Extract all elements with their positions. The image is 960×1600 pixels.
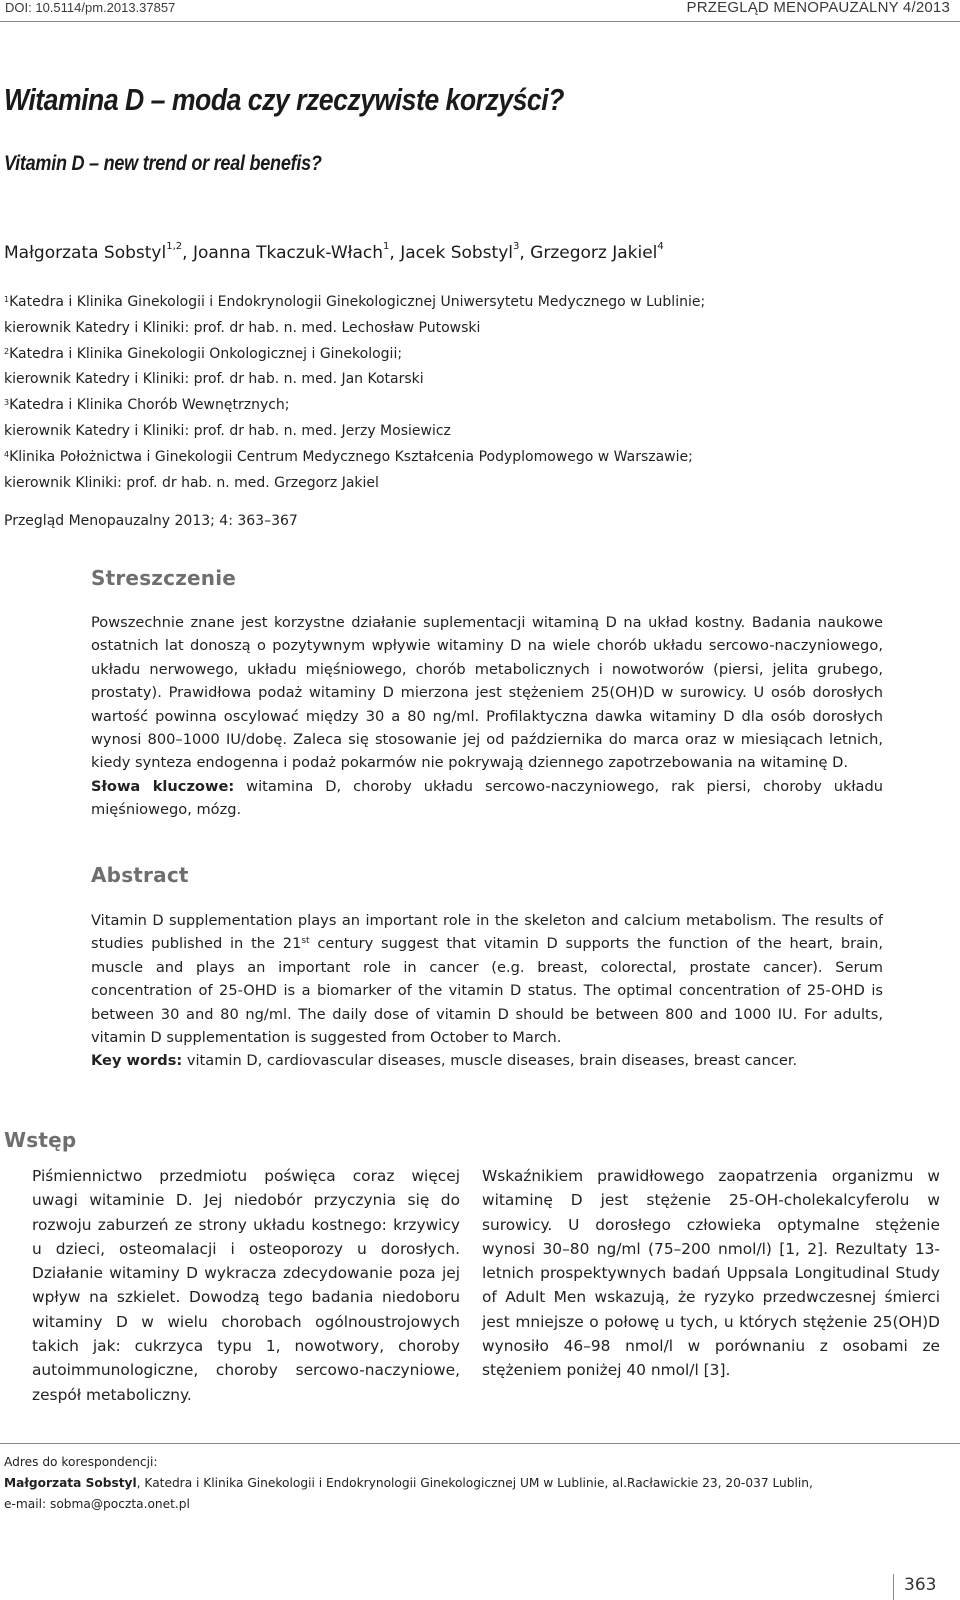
keywords-label-pl: Słowa kluczowe: [91, 777, 235, 795]
author: Jacek Sobstyl$^3$, [400, 241, 531, 263]
author: Joanna Tkaczuk-Włach$^1$, [192, 241, 401, 263]
page-number: 363 [904, 1575, 937, 1595]
footer-divider [0, 1443, 960, 1444]
abstract-heading: Abstract [91, 863, 189, 887]
page-number-divider [893, 1574, 894, 1600]
authors-line [4, 243, 944, 263]
citation: Przegląd Menopauzalny 2013; 4: 363–367 [4, 513, 298, 529]
affiliation-head: kierownik Katedry i Kliniki: prof. dr hab. n. med. Jerzy Mosiewicz [4, 422, 451, 439]
abstract-text: Vitamin D supplementation plays an important role in the skeleton and calcium metabolism. The results of studies published in the 21st century suggest that vitamin D supports the function of the heart, brain, muscle and plays an important role in cancer (e.g. breast, colorectal, prostate cancer). Serum concentration of 25-OHD is a biomarker of the vitamin D status. The optimal concentration of 25-OHD is between 30 and 80 ng/ml. The daily dose of vitamin D should be between 800 and 1000 IU. For adults, vitamin D supplementation is suggested from October to March. Key words: vitamin D, cardiovascular diseases, muscle diseases, brain diseases, breast cancer. [91, 912, 883, 1070]
affiliation: $^3$Katedra i Klinika Chorób Wewnętrznych; [4, 397, 290, 414]
title-polish: Witamina D – moda czy rzeczywiste korzyści? [4, 82, 564, 117]
author: Małgorzata Sobstyl$^{1,2}$, [4, 241, 193, 263]
doi: DOI: 10.5114/pm.2013.37857 [5, 0, 176, 15]
running-header [5, 0, 950, 20]
intro-heading: Wstęp [4, 1128, 77, 1152]
author: Grzegorz Jakiel$^4$ [530, 241, 664, 263]
affiliation-head: kierownik Katedry i Kliniki: prof. dr hab. n. med. Lechosław Putowski [4, 319, 481, 336]
keywords-label-en: Key words: [91, 1052, 183, 1070]
affiliation: $^4$Klinika Położnictwa i Ginekologii Centrum Medycznego Kształcenia Podyplomowego w Warszawie; [4, 448, 693, 465]
journal-name: PRZEGLĄD MENOPAUZALNY 4/2013 [686, 0, 950, 16]
correspondence-email: e-mail: sobma@poczta.onet.pl [4, 1497, 190, 1511]
affiliation: $^2$Katedra i Klinika Ginekologii Onkologicznej i Ginekologii; [4, 345, 403, 362]
header-divider [0, 21, 960, 22]
correspondence-address: Małgorzata Sobstyl, Katedra i Klinika Ginekologii i Endokrynologii Ginekologicznej UM w Lublinie, al.Racławickie 23, 20-037 Lublin, [4, 1476, 813, 1490]
title-english: Vitamin D – new trend or real benefis? [4, 152, 322, 175]
streszczenie-body: Powszechnie znane jest korzystne działanie suplementacji witaminą D na układ kostny. Badania naukowe ostatnich lat donoszą o pozytywnym wpływie witaminy D na wiele chorób układu sercowo-naczyniowego, układu nerwowego, układu mięśniowego, chorób metabolicznych i nowotworów (piersi, jelita grubego, prostaty). Prawidłowa podaż witaminy D mierzona jest stężeniem 25(OH)D w surowicy. U osób dorosłych wartość powinna oscylować między 30 a 80 ng/ml. Profilaktyczna dawka witaminy D dla osób dorosłych wynosi 800–1000 IU/dobę. Zaleca się stosowanie jej od października do marca oraz w miesiącach letnich, kiedy synteza endogenna i podaż pokarmów nie pokrywają dziennego zapotrzebowania na witaminę D. [91, 614, 883, 772]
intro-left-column [32, 1164, 460, 1407]
keywords-en: vitamin D, cardiovascular diseases, muscle diseases, brain diseases, breast cancer. [182, 1052, 798, 1070]
correspondence [4, 1452, 934, 1515]
affiliation-head: kierownik Kliniki: prof. dr hab. n. med. Grzegorz Jakiel [4, 474, 379, 491]
correspondence-label: Adres do korespondencji: [4, 1455, 158, 1469]
affiliations [4, 290, 944, 496]
intro-right-column: Wskaźnikiem prawidłowego zaopatrzenia organizmu w witaminę D jest stężenie 25-OH-cholekalcyferolu w surowicy. U dorosłego człowieka optymalne stężenie wynosi 30–80 ng/ml (75–200 nmol/l) [1, 2]. Rezultaty 13-letnich prospektywnych badań Uppsala Longitudinal Study of Adult Men wskazują, że ryzyko przedwczesnej śmierci jest mniejsze o połowę u tych, u których stężenie 25(OH)D wynosiło 46–98 nmol/l w porównaniu z osobami ze stężeniem poniżej 40 nmol/l [3]. [482, 1167, 940, 1380]
streszczenie-text [91, 611, 883, 822]
affiliation-head: kierownik Katedry i Kliniki: prof. dr hab. n. med. Jan Kotarski [4, 371, 424, 388]
streszczenie-heading: Streszczenie [91, 566, 237, 590]
intro-left-text: Piśmiennictwo przedmiotu poświęca coraz więcej uwagi witaminie D. Jej niedobór przyczynia się do rozwoju zaburzeń ze strony układu kostnego: krzywicy u dzieci, osteomalacji i osteoporozy u dorosłych. Działanie witaminy D wykracza zdecydowanie poza jej wpływ na szkielet. Dowodzą tego badania niedoboru witaminy D w wielu chorobach ogólnoustrojowych takich jak: cukrzyca typu 1, nowotwory, choroby autoimmunologiczne, choroby sercowo-naczyniowe, zespół metaboliczny. [32, 1167, 460, 1404]
keywords-pl: witamina D, choroby układu sercowo-naczyniowego, rak piersi, choroby układu mięśniowego, mózg. [91, 777, 883, 819]
affiliation: $^1$Katedra i Klinika Ginekologii i Endokrynologii Ginekologicznej Uniwersytetu Medycznego w Lublinie; [4, 294, 706, 310]
